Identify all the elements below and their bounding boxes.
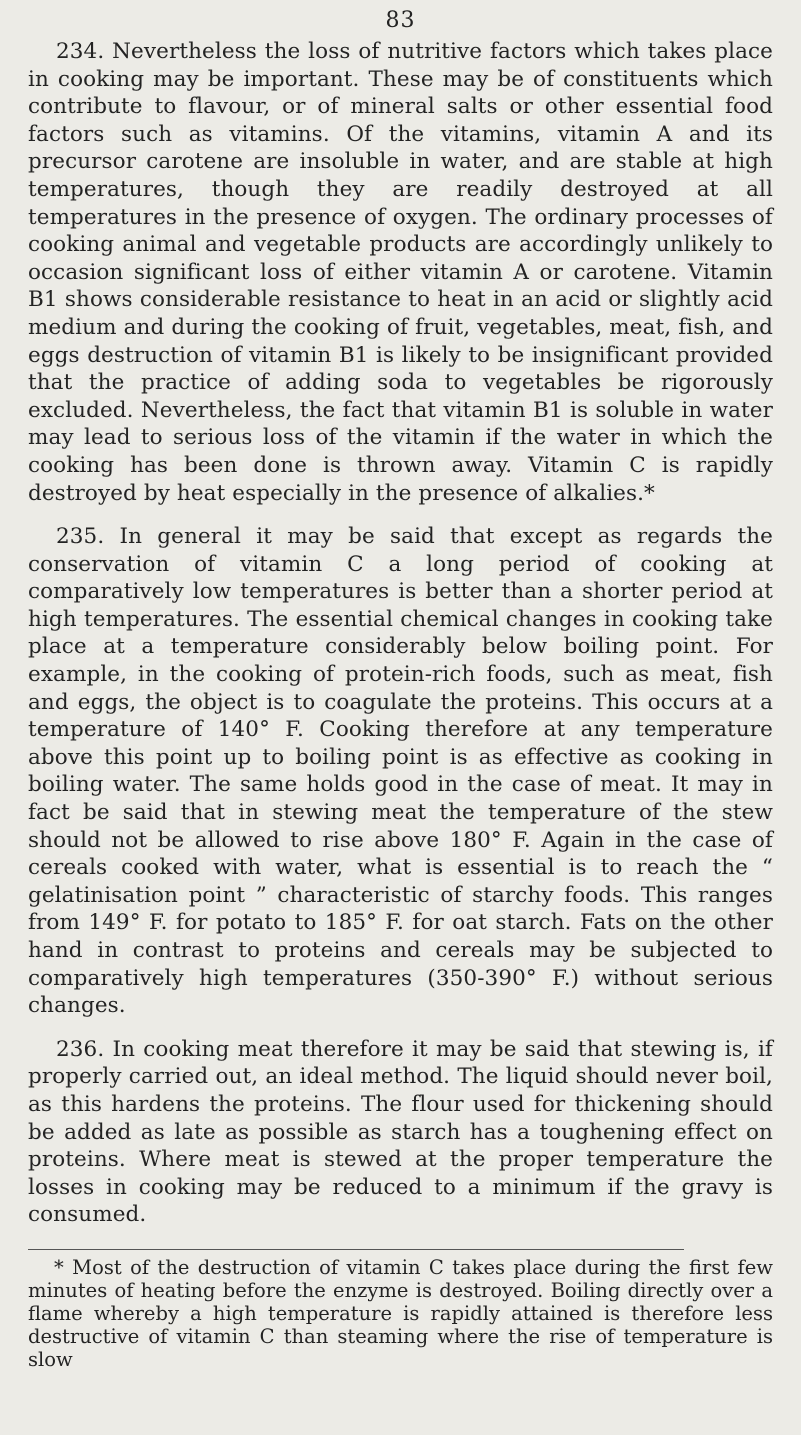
footnote-divider: [28, 1249, 684, 1250]
paragraph-236: 236. In cooking meat therefore it may be said that stewing is, if properly carried out, an ideal method. The liquid should never boil, as this hardens the proteins. The flour used for thickening should be added as late as possible as starch has a toughening effect on proteins. Where meat is stewed at the proper temperature the losses in cooking may be reduced to a minimum if the gravy is consumed.: [28, 1036, 773, 1228]
footnote: * Most of the destruction of vitamin C takes place during the first few minutes of heating before the enzyme is destroyed. Boiling directly over a flame whereby a high temperature is rapidly attained is therefore less destructive of vitamin C than steaming where the rise of temperature is slow: [28, 1255, 773, 1371]
paragraph-235: 235. In general it may be said that except as regards the conservation of vitamin C a long period of cooking at comparatively low temperatures is better than a shorter period at high temperatures. The essential chemical changes in cooking take place at a temperature considerably below boiling point. For example, in the cooking of protein-rich foods, such as meat, fish and eggs, the object is to coagulate the proteins. This occurs at a temperature of 140° F. Cooking therefore at any temperature above this point up to boiling point is as effective as cooking in boiling water. The same holds good in the case of meat. It may in fact be said that in stewing meat the temperature of the stew should not be allowed to rise above 180° F. Again in the case of cereals cooked with water, what is essential is to reach the “ gelatinisation point ” characteristic of starchy foods. This ranges from 149° F. for potato to 185° F. for oat starch. Fats on the other hand in contrast to proteins and cereals may be subjected to comparatively high temperatures (350-390° F.) without serious changes.: [28, 524, 773, 1019]
paragraph-234: 234. Nevertheless the loss of nutritive factors which takes place in cooking may be important. These may be of constituents which contribute to flavour, or of mineral salts or other essential food factors such as vitamins. Of the vitamins, vitamin A and its precursor carotene are insoluble in water, and are stable at high temperatures, though they are readily destroyed at all temperatures in the presence of oxygen. The ordinary processes of cooking animal and vegetable products are accordingly unlikely to occasion significant loss of either vitamin A or carotene. Vitamin B1 shows considerable resistance to heat in an acid or slightly acid medium and during the cooking of fruit, vegetables, meat, fish, and eggs destruction of vitamin B1 is likely to be insignificant provided that the practice of adding soda to vegetables be rigorously excluded. Nevertheless, the fact that vitamin B1 is soluble in water may lead to serious loss of the vitamin if the water in which the cooking has been done is thrown away. Vitamin C is rapidly destroyed by heat especially in the presence of alkalies.*: [28, 39, 773, 506]
page-number: 83: [385, 8, 416, 33]
